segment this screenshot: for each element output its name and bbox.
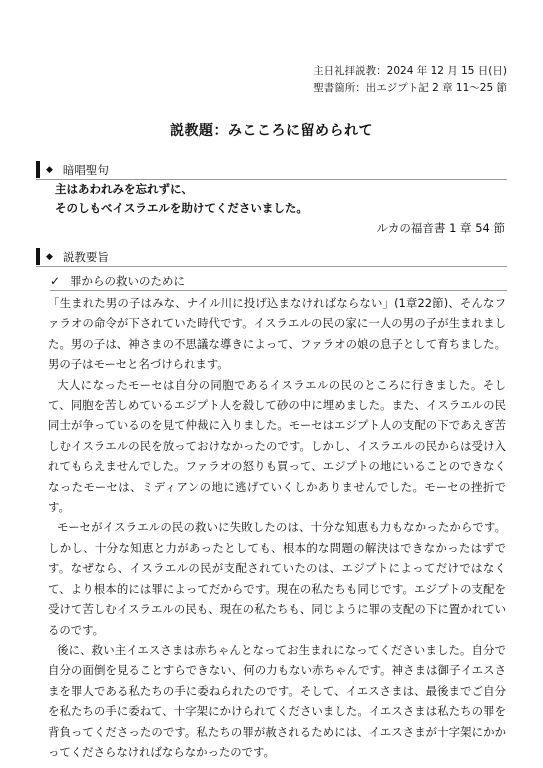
verse-reference: ルカの福音書 1 章 54 節 — [376, 221, 505, 235]
sermon-body — [48, 293, 506, 762]
verse-line: 主はあわれみを忘れずに、 — [55, 182, 193, 196]
paragraph: 「生まれた男の子はみな、ナイル川に投げ込まなければならない」(1章22節)、そんなファラオの命令が下されていた時代です。イスラエルの民の家に一人の男の子が生まれました。男の子は、神さまの不思議な導きによって、ファラオの娘の息子として育ちました。男の子はモーセと名づけられます。 — [48, 296, 506, 372]
section-heading-label: 暗唱聖句 — [62, 162, 109, 177]
section-heading-summary — [36, 247, 507, 267]
diamond-icon: ◆ — [46, 164, 53, 175]
heading-bar — [36, 161, 40, 178]
paragraph: 大人になったモーセは自分の同胞であるイスラエルの民のところに行きました。そして、同胞を苦しめているエジプト人を殺して砂の中に埋めました。また、イスラエルの民同士が争っているのを見て仲裁に入りました。モーセはエジプト人の支配の下であえぎ苦しむイスラエルの民を放っておけなかったのです。しかし、イスラエルの民からは受け入れてもらえませんでした。ファラオの怒りも買って、エジプトの地にいることのできなくなったモーセは、ミディアンの地に逃げていくしかありませんでした。モーセの挫折です。 — [48, 377, 506, 515]
document-meta — [313, 63, 507, 97]
diamond-icon: ◆ — [46, 251, 53, 262]
check-icon: ✓ — [50, 274, 61, 288]
scripture-passage: 聖書箇所：出エジプト記 2 章 11～25 節 — [313, 82, 507, 94]
service-date: 主日礼拝説教：2024 年 12 月 15 日(日) — [313, 65, 507, 77]
section-heading-label: 説教要旨 — [62, 249, 109, 264]
verse-line: そのしもべイスラエルを助けてくださいました。 — [55, 201, 308, 215]
subheading-label: 罪からの救いのために — [70, 274, 186, 288]
paragraph: 後に、救い主イエスさまは赤ちゃんとなってお生まれになってくださいました。自分で自分の面倒を見ることすらできない、何の力もない赤ちゃんです。神さまは御子イエスさまを罪人である私たちの手に委ねられたのです。そして、イエスさまは、最後までご自分を私たちの手に委ねて、十字架にかけられてくださいました。イエスさまは私たちの罪を背負ってくださったのです。私たちの罪が赦されるためには、イエスさまが十字架にかかってくださらなければならなかったのです。 — [48, 642, 506, 759]
section-heading-memory-verse — [36, 160, 507, 180]
heading-bar — [36, 248, 40, 265]
subheading — [50, 272, 507, 291]
paragraph: モーセがイスラエルの民の救いに失敗したのは、十分な知恵も力もなかったからです。しかし、十分な知恵と力があったとしても、根本的な問題の解決はできなかったはずです。なぜなら、イスラエルの民が支配されていたのは、エジプトによってだけではなくて、より根本的には罪によってだからです。現在の私たちも同じです。エジプトの支配を受けて苦しむイスラエルの民も、現在の私たちも、同じように罪の支配の下に置かれているのです。 — [48, 520, 506, 637]
memory-verse — [55, 180, 308, 218]
sermon-title: 説教題：みこころに留められて — [170, 123, 373, 139]
